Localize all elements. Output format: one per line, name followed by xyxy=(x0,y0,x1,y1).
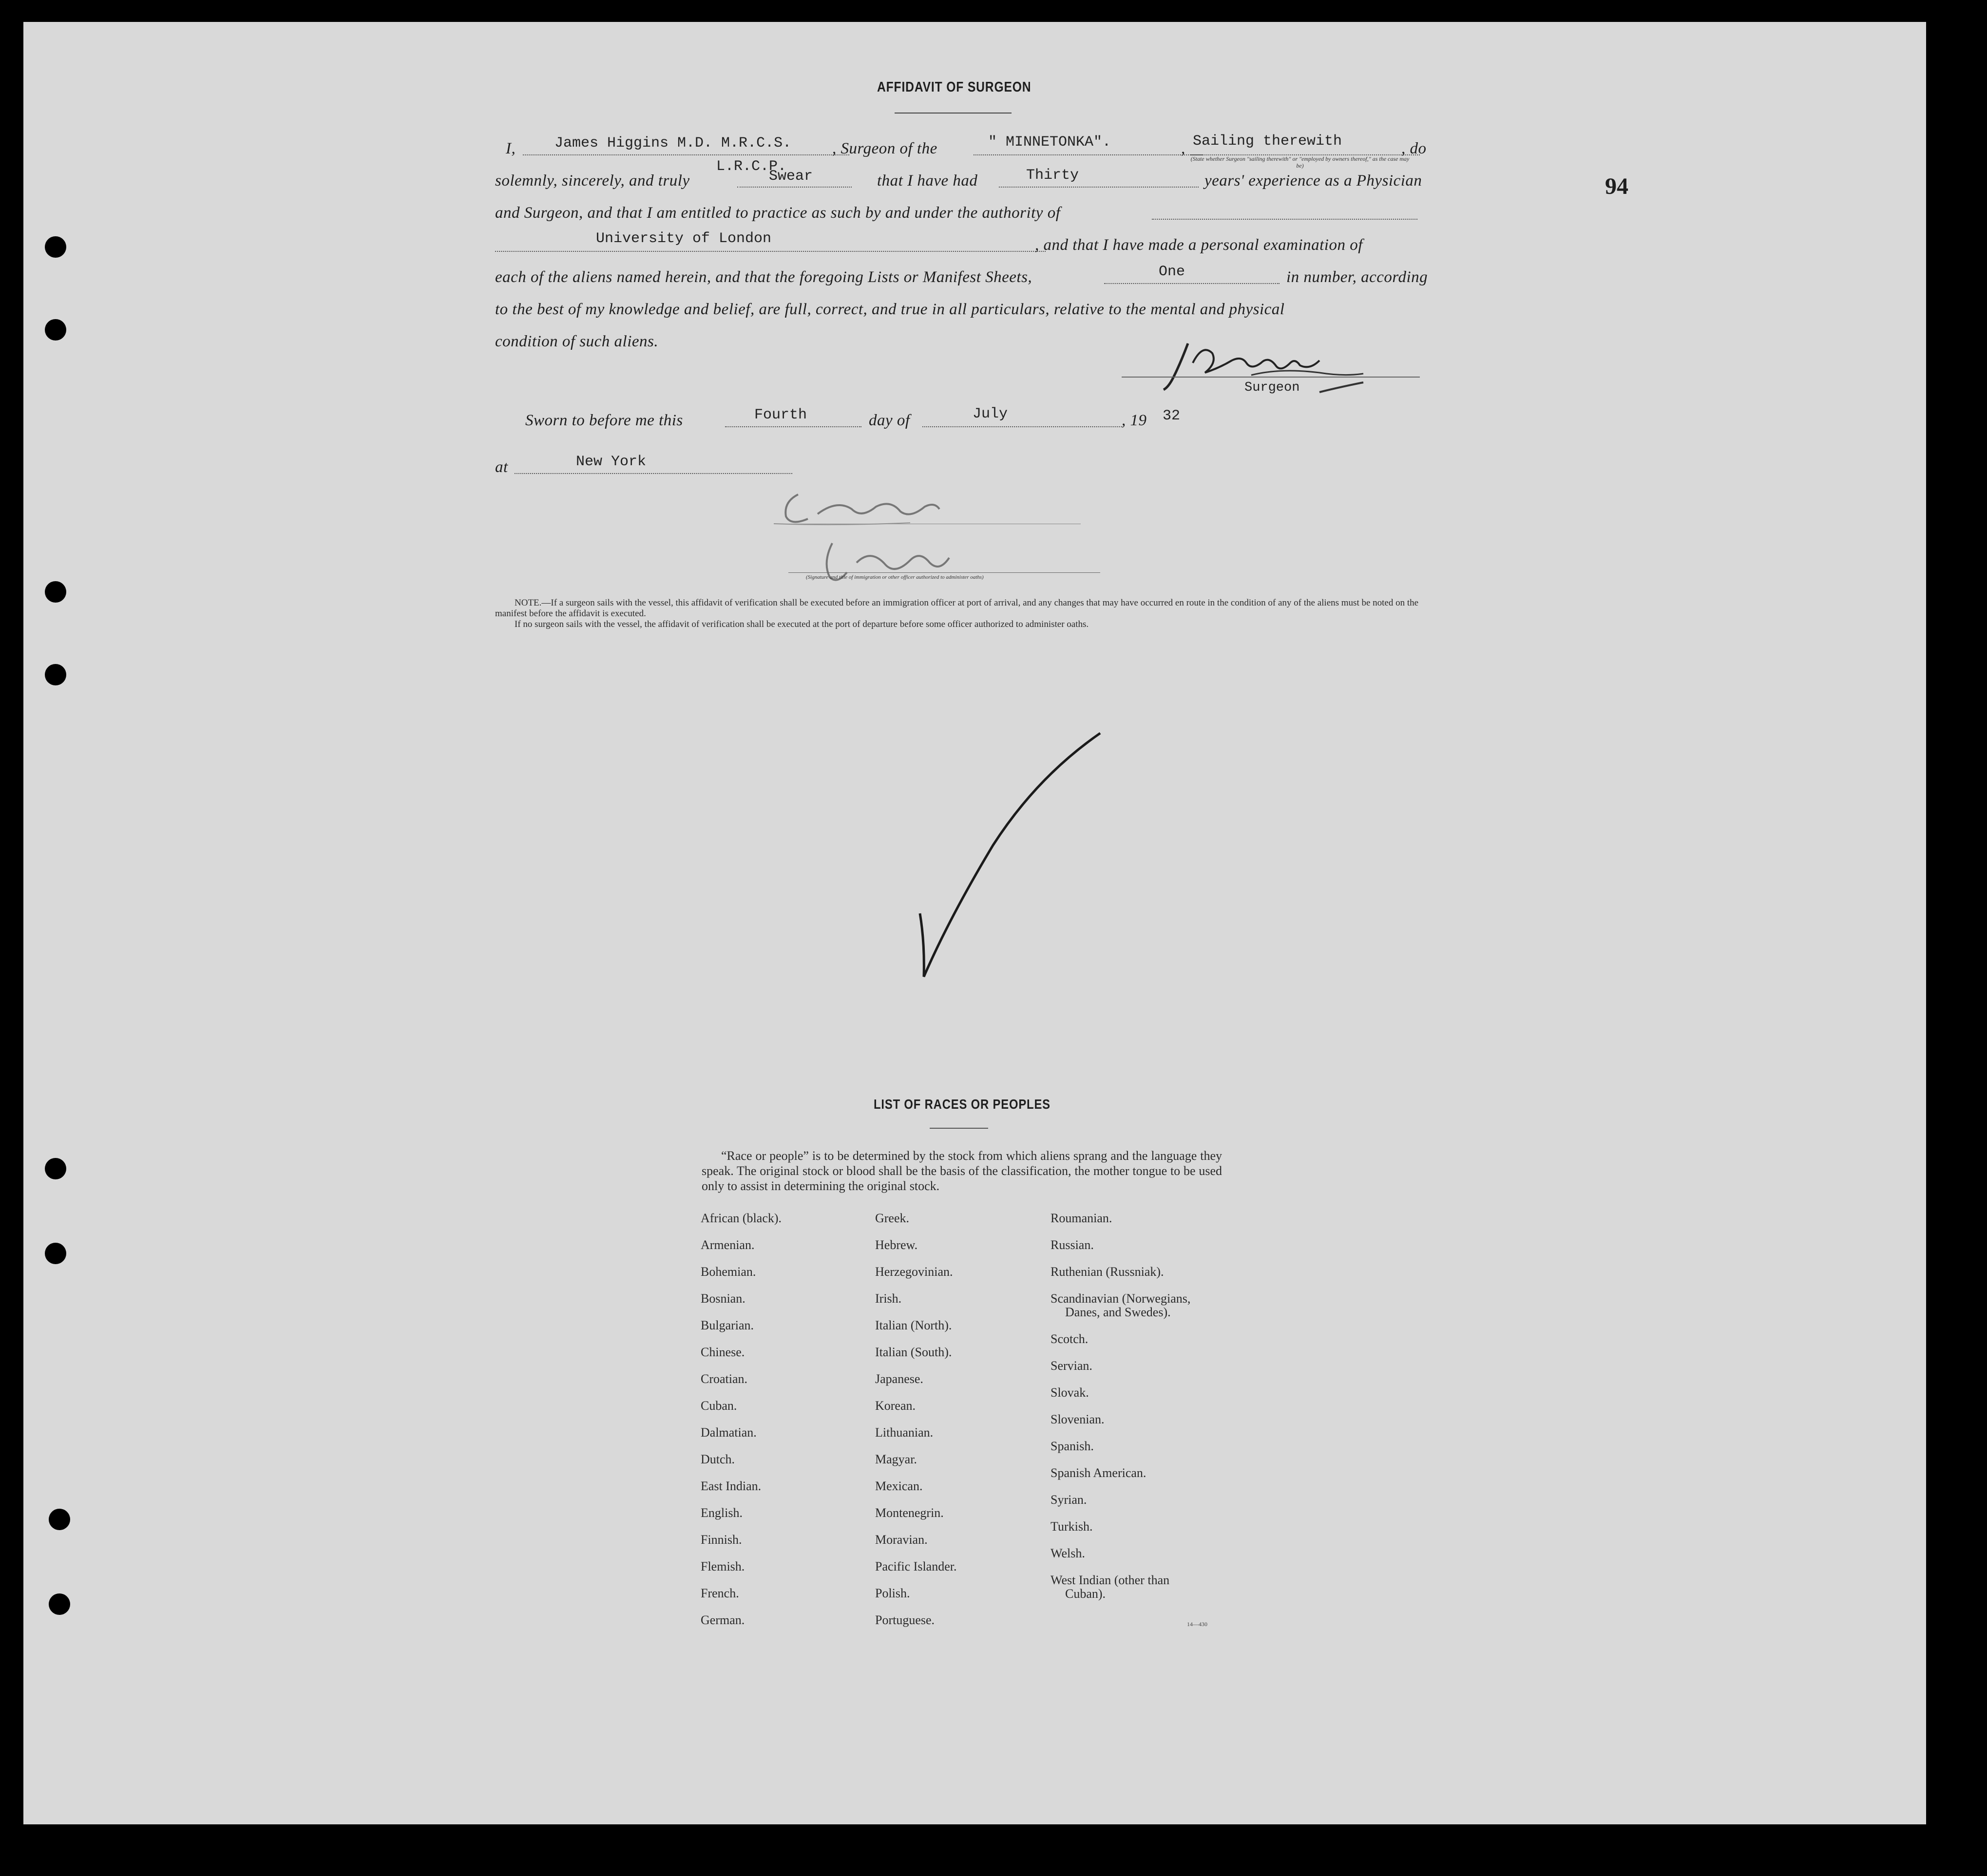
list-item: African (black). xyxy=(701,1211,782,1225)
list-item: Flemish. xyxy=(701,1559,745,1573)
list-item: Armenian. xyxy=(701,1238,755,1252)
have-had-text: that I have had xyxy=(877,172,978,189)
at-text: at xyxy=(495,458,508,476)
place-value: New York xyxy=(576,454,647,470)
years-value: Thirty xyxy=(1026,167,1079,184)
sheets-value: One xyxy=(1159,264,1185,280)
binder-hole xyxy=(49,1593,70,1615)
list-item: Finnish. xyxy=(701,1533,742,1547)
list-item: Croatian. xyxy=(701,1372,748,1386)
list-item: Welsh. xyxy=(1051,1546,1085,1560)
list-item: Chinese. xyxy=(701,1345,745,1359)
list-item: Pacific Islander. xyxy=(875,1559,957,1573)
binder-hole xyxy=(45,236,66,258)
and-that-text: , and that I have made a personal examination of xyxy=(1035,236,1363,254)
list-item: Bosnian. xyxy=(701,1291,745,1306)
list-item: Spanish American. xyxy=(1051,1466,1146,1480)
authority-line-2 xyxy=(495,251,1046,252)
authority-value: University of London xyxy=(596,230,772,247)
list-item: Magyar. xyxy=(875,1452,917,1466)
officer-line-2 xyxy=(788,572,1100,573)
list-item: West Indian (other than xyxy=(1051,1573,1170,1587)
affidavit-i: I, xyxy=(506,140,516,157)
list-item: Bulgarian. xyxy=(701,1318,754,1332)
swear-line xyxy=(737,187,852,188)
surgeon-name: James Higgins M.D. M.R.C.S. xyxy=(554,135,792,152)
sworn-text: Sworn to before me this xyxy=(525,412,683,429)
race-list-col3 xyxy=(1051,1212,1190,1614)
list-item: Dalmatian. xyxy=(701,1425,757,1440)
binder-hole xyxy=(45,1243,66,1264)
document-page xyxy=(23,22,1926,1824)
list-item: Ruthenian (Russniak). xyxy=(1051,1265,1164,1279)
list-item: Scotch. xyxy=(1051,1332,1089,1346)
list-item: German. xyxy=(701,1613,745,1627)
comma: , xyxy=(1181,140,1185,157)
races-title: LIST OF RACES OR PEOPLES xyxy=(874,1097,1051,1112)
races-title-rule xyxy=(930,1128,988,1129)
list-item: English. xyxy=(701,1506,743,1520)
list-item: Italian (South). xyxy=(875,1345,952,1359)
list-item: Korean. xyxy=(875,1399,916,1413)
sailing-status: Sailing therewith xyxy=(1193,133,1342,150)
list-item: Dutch. xyxy=(701,1452,735,1466)
affidavit-note-1: NOTE.—If a surgeon sails with the vessel, this affidavit of verification shall be executed before an immigration officer at port of arrival, and any changes that may have occurred en route in the condition of any of the aliens must be noted on the manifest before the affidavit is executed. xyxy=(495,598,1419,619)
list-item: Syrian. xyxy=(1051,1493,1087,1507)
surgeon-of-the: , Surgeon of the xyxy=(832,140,937,157)
and-surgeon-text: and Surgeon, and that I am entitled to practice as such by and under the authority of xyxy=(495,204,1061,222)
swear-value: Swear xyxy=(769,168,813,185)
list-item: Polish. xyxy=(875,1586,910,1600)
binder-hole xyxy=(45,319,66,341)
title-rule xyxy=(895,113,1012,114)
binder-hole xyxy=(45,664,66,685)
binder-hole xyxy=(45,1158,66,1179)
list-item: East Indian. xyxy=(701,1479,762,1493)
list-item: Turkish. xyxy=(1051,1519,1093,1534)
sheets-line xyxy=(1104,283,1280,284)
vessel-name: " MINNETONKA". xyxy=(988,134,1111,151)
list-item: Roumanian. xyxy=(1051,1211,1112,1225)
authority-line-1 xyxy=(1152,219,1417,220)
surgeon-signature-line xyxy=(1122,377,1420,378)
list-item: Lithuanian. xyxy=(875,1425,934,1440)
list-item: Slovenian. xyxy=(1051,1412,1105,1426)
years-experience-text: years' experience as a Physician xyxy=(1204,172,1422,189)
surgeon-quals: L.R.C.P. xyxy=(716,158,787,175)
list-item: Slovak. xyxy=(1051,1385,1089,1400)
sworn-month-line xyxy=(922,426,1122,427)
list-item: Herzegovinian. xyxy=(875,1265,953,1279)
list-item: Scandinavian (Norwegians, xyxy=(1051,1291,1191,1306)
in-number-text: in number, according xyxy=(1286,268,1428,286)
binder-hole xyxy=(45,581,66,603)
races-intro: “Race or people” is to be determined by the stock from which aliens sprang and the language they speak. The original stock or blood shall be the basis of the classification, the mother tongue to be used only to assist in determining the original stock. xyxy=(702,1149,1222,1193)
affidavit-note-2: If no surgeon sails with the vessel, the affidavit of verification shall be executed at the port of departure before some officer authorized to administer oaths. xyxy=(515,619,1089,629)
check-mark xyxy=(910,733,1115,986)
years-line xyxy=(999,187,1199,188)
list-item: Japanese. xyxy=(875,1372,923,1386)
sworn-day-line xyxy=(725,426,861,427)
list-item: Russian. xyxy=(1051,1238,1094,1252)
year-value: 32 xyxy=(1163,408,1181,424)
surgeon-signature xyxy=(1134,334,1407,417)
vessel-line xyxy=(974,154,1203,155)
sworn-day: Fourth xyxy=(754,407,807,423)
surgeon-name-line xyxy=(523,154,849,155)
solemnly-text: solemnly, sincerely, and truly xyxy=(495,172,690,189)
to-the-best-text: to the best of my knowledge and belief, are full, correct, and true in all particulars, relative to the mental and physical xyxy=(495,301,1285,318)
sailing-note: (State whether Surgeon "sailing therewith" or "employed by owners thereof," as the case may be) xyxy=(1190,155,1410,169)
list-item: Danes, and Swedes). xyxy=(1065,1305,1171,1319)
day-of-text: day of xyxy=(869,412,910,429)
list-item: Cuban). xyxy=(1065,1587,1106,1601)
page-number: 94 xyxy=(1605,173,1628,199)
year-prefix: , 19 xyxy=(1122,412,1147,429)
list-item: Montenegrin. xyxy=(875,1506,944,1520)
list-item: Spanish. xyxy=(1051,1439,1094,1453)
list-item: Italian (North). xyxy=(875,1318,952,1332)
surgeon-label: Surgeon xyxy=(1244,380,1300,395)
list-item: Moravian. xyxy=(875,1533,928,1547)
officer-caption: (Signature and title of immigration or other officer authorized to administer oaths) xyxy=(806,574,984,580)
list-item: Bohemian. xyxy=(701,1265,756,1279)
list-item: French. xyxy=(701,1586,739,1600)
form-code: 14—430 xyxy=(1187,1621,1207,1628)
list-item: Irish. xyxy=(875,1291,902,1306)
each-of-text: each of the aliens named herein, and that the foregoing Lists or Manifest Sheets, xyxy=(495,268,1032,286)
list-item: Hebrew. xyxy=(875,1238,918,1252)
list-item: Greek. xyxy=(875,1211,910,1225)
list-item: Cuban. xyxy=(701,1399,737,1413)
officer-signature xyxy=(764,480,1066,602)
do-text: , do xyxy=(1401,140,1427,157)
race-list-col2 xyxy=(875,1212,957,1640)
list-item: Mexican. xyxy=(875,1479,923,1493)
affidavit-title: AFFIDAVIT OF SURGEON xyxy=(877,79,1032,95)
sworn-month: July xyxy=(973,406,1008,422)
condition-text: condition of such aliens. xyxy=(495,333,659,350)
race-list-col1 xyxy=(701,1212,782,1640)
list-item: Servian. xyxy=(1051,1359,1092,1373)
list-item: Portuguese. xyxy=(875,1613,935,1627)
place-line xyxy=(515,473,792,474)
binder-hole xyxy=(49,1509,70,1530)
